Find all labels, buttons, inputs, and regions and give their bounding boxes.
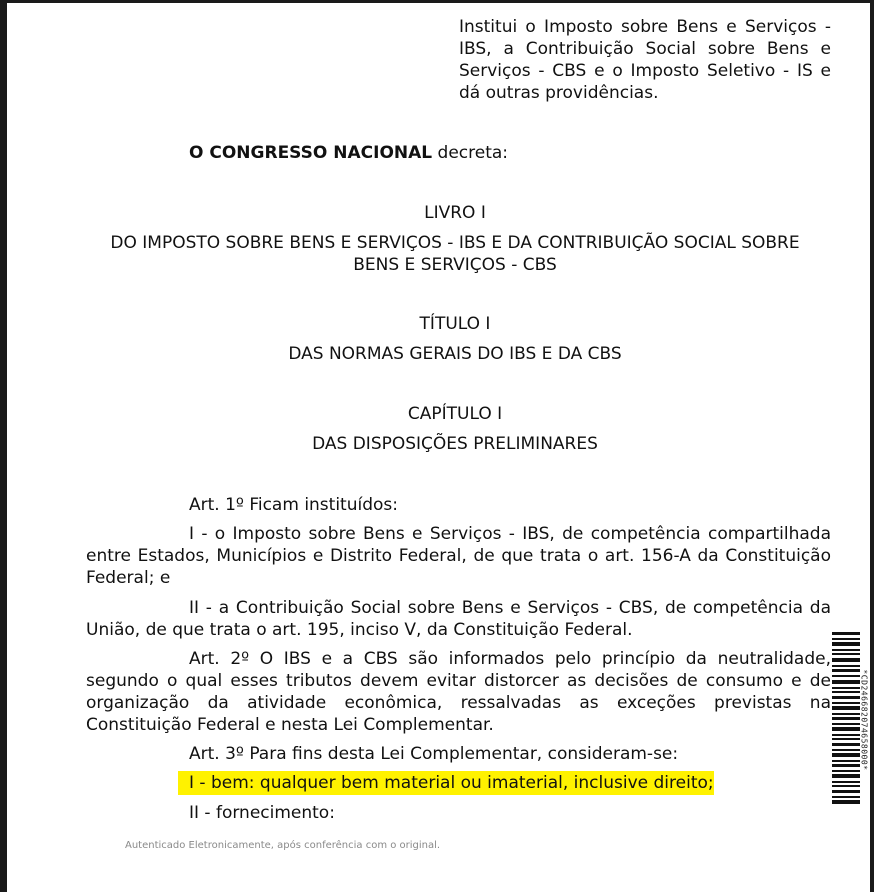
livro-title-line2: BENS E SERVIÇOS - CBS xyxy=(353,255,557,275)
art3-caput: Art. 3º Para fins desta Lei Complementar, consideram-se: xyxy=(189,744,679,764)
barcode-number xyxy=(858,640,870,800)
art3-inciso-1 xyxy=(178,772,714,794)
ementa: Institui o Imposto sobre Bens e Serviços - IBS, a Contribuição Social sobre Bens e Serviços - CBS e o Imposto Seletivo - IS e dá outras providências. xyxy=(459,17,831,103)
preamble-rest: decreta: xyxy=(432,143,509,163)
preamble xyxy=(189,142,508,164)
highlighted-text: I - bem: qualquer bem material ou imaterial, inclusive direito; xyxy=(178,771,714,795)
art1-caput: Art. 1º Ficam instituídos: xyxy=(189,495,398,515)
barcode-text: *CD246682074658000* xyxy=(859,669,869,771)
art1-inciso-1: I - o Imposto sobre Bens e Serviços - IBS, de competência compartilhada entre Estados, Municípios e Distrito Federal, de que trata o art. 156-A da Constituição Federal; e xyxy=(86,524,831,588)
window-frame-top xyxy=(0,0,874,3)
art1-inciso-2: II - a Contribuição Social sobre Bens e Serviços - CBS, de competência da União, de que trata o art. 195, inciso V, da Constituição Federal. xyxy=(86,598,831,640)
art3-inciso-2: II - fornecimento: xyxy=(189,803,335,823)
titulo-label: TÍTULO I xyxy=(419,314,491,334)
barcode-icon xyxy=(832,632,860,804)
art2: Art. 2º O IBS e a CBS são informados pelo princípio da neutralidade, segundo o qual esses tributos devem evitar distorcer as decisões de consumo e de organização da atividade econômica, ressalvadas as exceções previstas na Constituição Federal e nesta Lei Complementar. xyxy=(86,649,831,735)
livro-label: LIVRO I xyxy=(424,203,486,223)
window-frame-right xyxy=(870,0,874,892)
capitulo-title: DAS DISPOSIÇÕES PRELIMINARES xyxy=(312,434,598,454)
authentication-footer: Autenticado Eletronicamente, após conferência com o original. xyxy=(125,840,441,851)
capitulo-label: CAPÍTULO I xyxy=(407,404,503,424)
titulo-title: DAS NORMAS GERAIS DO IBS E DA CBS xyxy=(288,344,622,364)
preamble-bold: O CONGRESSO NACIONAL xyxy=(189,143,433,163)
livro-title-line1: DO IMPOSTO SOBRE BENS E SERVIÇOS - IBS E DA CONTRIBUIÇÃO SOCIAL SOBRE xyxy=(110,233,800,253)
window-frame-left xyxy=(0,0,7,892)
